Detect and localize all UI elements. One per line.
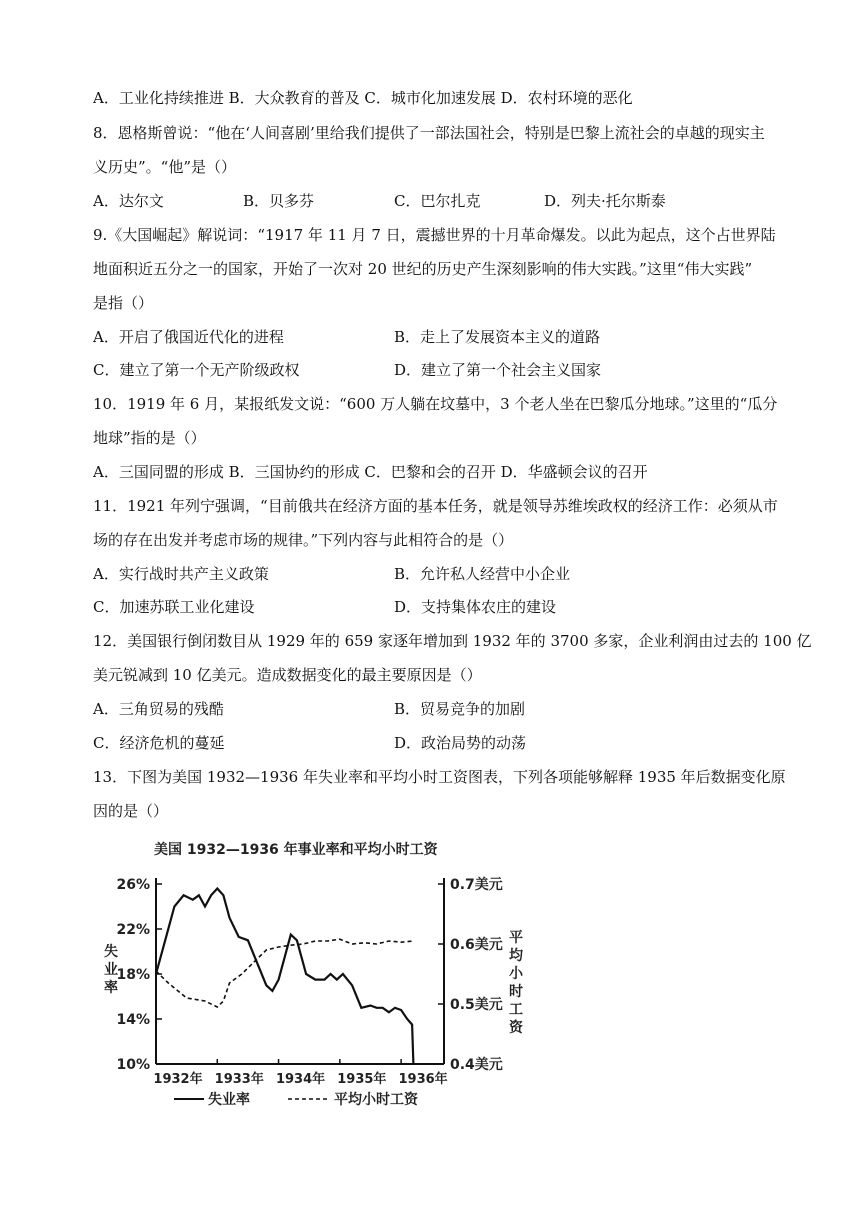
- q12-stem-line-1: 12．美国银行倒闭数目从 1929 年的 659 家逐年增加到 1932 年的 3700 多家，企业利润由过去的 100 亿: [93, 632, 812, 650]
- unemployment-wage-chart: [92, 832, 532, 1112]
- q11-option-c: C．加速苏联工业化建设: [93, 598, 255, 616]
- q10-stem-line-1: 10．1919 年 6 月，某报纸发文说：“600 万人躺在坟墓中，3 个老人坐在巴黎瓜分地球。”这里的“瓜分: [93, 395, 778, 413]
- right-tick-label: 0.4美元: [450, 1057, 503, 1073]
- q9-option-d: D．建立了第一个社会主义国家: [394, 361, 602, 379]
- right-axis-label-char: 资: [509, 1020, 523, 1036]
- q11-option-b: B．允许私人经营中小企业: [394, 565, 571, 583]
- legend-unemployment-label: 失业率: [208, 1092, 250, 1108]
- q7-options: A．工业化持续推进 B．大众教育的普及 C．城市化加速发展 D．农村环境的恶化: [93, 89, 633, 107]
- right-axis-label-char: 均: [509, 948, 523, 964]
- q8-option-b: B．贝多芬: [243, 192, 315, 210]
- left-axis-label-char: 失: [104, 944, 118, 960]
- x-tick-label: 1934年: [275, 1072, 326, 1087]
- q12-option-c: C．经济危机的蔓延: [93, 734, 225, 752]
- q11-stem-line-1: 11．1921 年列宁强调，“目前俄共在经济方面的基本任务，就是领导苏维埃政权的经济工作：必须从市: [93, 497, 778, 515]
- q9-stem-line-3: 是指（）: [93, 294, 154, 312]
- right-axis-label-char: 平: [509, 930, 523, 946]
- wage-line: [156, 939, 413, 1007]
- x-tick-label: 1932年: [153, 1072, 203, 1087]
- q8-stem-line-2: 义历史”。“他”是（）: [93, 158, 237, 176]
- chart-title: 美国 1932—1936 年事业率和平均小时工资: [154, 842, 438, 858]
- x-tick-label: 1935年: [337, 1072, 387, 1087]
- x-tick-label: 1933年: [214, 1072, 264, 1087]
- q8-option-c: C．巴尔扎克: [394, 192, 481, 210]
- q11-stem-line-2: 场的存在出发并考虑市场的规律。”下列内容与此相符合的是（）: [93, 531, 514, 549]
- chart-svg: [92, 832, 532, 1112]
- q10-stem-line-2: 地球”指的是（）: [93, 429, 206, 447]
- q8-stem-line-1: 8．恩格斯曾说：“他在‘人间喜剧’里给我们提供了一部法国社会，特别是巴黎上流社会的卓越的现实主: [93, 124, 765, 142]
- q12-option-a: A．三角贸易的残酷: [93, 700, 224, 718]
- q11-option-d: D．支持集体农庄的建设: [394, 598, 557, 616]
- left-tick-label: 18%: [116, 967, 150, 983]
- q11-option-a: A．实行战时共产主义政策: [93, 565, 269, 583]
- left-tick-label: 26%: [116, 877, 150, 893]
- x-tick-label: 1936年: [398, 1072, 448, 1087]
- left-axis-label-char: 率: [104, 980, 118, 996]
- q9-stem-line-1: 9.《大国崛起》解说词：“1917 年 11 月 7 日，震撼世界的十月革命爆发。以此为起点，这个占世界陆: [93, 226, 776, 244]
- q10-options: A．三国同盟的形成 B．三国协约的形成 C．巴黎和会的召开 D．华盛顿会议的召开: [93, 463, 648, 481]
- q13-stem-line-1: 13．下图为美国 1932—1936 年失业率和平均小时工资图表，下列各项能够解释 1935 年后数据变化原: [93, 768, 786, 786]
- right-axis-label-char: 小: [509, 966, 523, 982]
- legend-wage-label: 平均小时工资: [334, 1092, 418, 1108]
- right-tick-label: 0.6美元: [450, 937, 503, 953]
- q9-stem-line-2: 地面积近五分之一的国家，开始了一次对 20 世纪的历史产生深刻影响的伟大实践。”这里“伟大实践”: [93, 260, 753, 278]
- left-tick-label: 10%: [116, 1057, 150, 1073]
- left-axis-label-char: 业: [104, 962, 118, 978]
- unemployment-line: [156, 889, 413, 1065]
- q9-option-a: A．开启了俄国近代化的进程: [93, 328, 284, 346]
- q12-option-d: D．政治局势的动荡: [394, 734, 527, 752]
- q13-stem-line-2: 因的是（）: [93, 802, 169, 820]
- right-axis-label-char: 时: [509, 984, 523, 1000]
- q8-option-d: D．列夫·托尔斯泰: [544, 192, 666, 210]
- q8-option-a: A．达尔文: [93, 192, 164, 210]
- q12-stem-line-2: 美元锐减到 10 亿美元。造成数据变化的最主要原因是（）: [93, 666, 482, 684]
- left-tick-label: 14%: [116, 1012, 150, 1028]
- q9-option-b: B．走上了发展资本主义的道路: [394, 328, 601, 346]
- right-tick-label: 0.5美元: [450, 997, 503, 1013]
- right-tick-label: 0.7美元: [450, 877, 503, 893]
- q12-option-b: B．贸易竞争的加剧: [394, 700, 526, 718]
- right-axis-label-char: 工: [509, 1002, 523, 1018]
- left-tick-label: 22%: [116, 922, 150, 938]
- q9-option-c: C．建立了第一个无产阶级政权: [93, 361, 300, 379]
